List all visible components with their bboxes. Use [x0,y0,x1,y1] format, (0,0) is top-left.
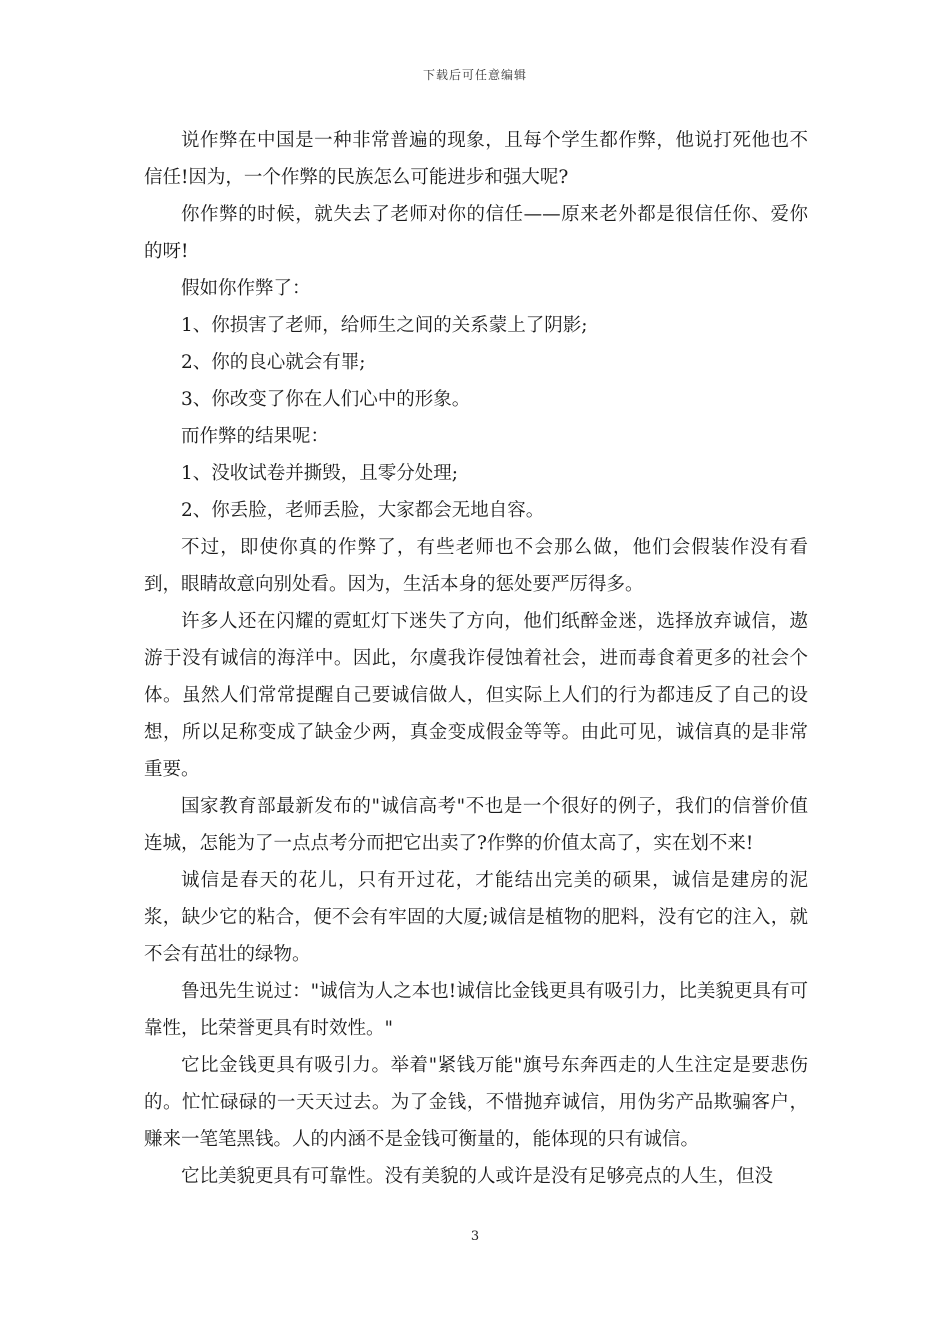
list-item: 1、没收试卷并撕毁，且零分处理; [181,463,459,484]
paragraph: 不过，即使你真的作弊了，有些老师也不会那么做，他们会假装作没有看到，眼睛故意向别处看。因为，生活本身的惩处要严厉得多。 [144,537,808,595]
list-item: 3、你改变了你在人们心中的形象。 [181,389,471,410]
list-item: 1、你损害了老师，给师生之间的关系蒙上了阴影; [181,315,588,336]
paragraph: 而作弊的结果呢： [181,426,330,447]
paragraph: 国家教育部最新发布的"诚信高考"不也是一个很好的例子，我们的信誉价值连城，怎能为了一点点考分而把它出卖了?作弊的价值太高了，实在划不来! [144,796,808,854]
paragraph: 你作弊的时候，就失去了老师对你的信任——原来老外都是很信任你、爱你的呀! [144,204,808,262]
page-header: 下载后可任意编辑 [422,68,527,82]
paragraph: 说作弊在中国是一种非常普遍的现象，且每个学生都作弊，他说打死他也不信任!因为，一个作弊的民族怎么可能进步和强大呢? [144,130,808,188]
list-item: 2、你的良心就会有罪; [181,352,366,373]
paragraph: 它比美貌更具有可靠性。没有美貌的人或许是没有足够亮点的人生，但没 [181,1166,774,1187]
document-body [144,122,808,1195]
paragraph: 假如你作弊了： [181,278,311,299]
paragraph: 它比金钱更具有吸引力。举着"紧钱万能"旗号东奔西走的人生注定是要悲伤的。忙忙碌碌的一天天过去。为了金钱，不惜抛弃诚信，用伪劣产品欺骗客户，赚来一笔笔黑钱。人的内涵不是金钱可衡量的，能体现的只有诚信。 [144,1055,808,1150]
paragraph: 鲁迅先生说过："诚信为人之本也!诚信比金钱更具有吸引力，比美貌更具有可靠性，比荣誉更具有时效性。" [144,981,808,1039]
paragraph: 诚信是春天的花儿，只有开过花，才能结出完美的硕果，诚信是建房的泥浆，缺少它的粘合，便不会有牢固的大厦;诚信是植物的肥料，没有它的注入，就不会有茁壮的绿物。 [144,870,808,965]
paragraph: 许多人还在闪耀的霓虹灯下迷失了方向，他们纸醉金迷，选择放弃诚信，遨游于没有诚信的海洋中。因此，尔虞我诈侵蚀着社会，进而毒食着更多的社会个体。虽然人们常常提醒自己要诚信做人，但实际上人们的行为都违反了自己的设想，所以足称变成了缺金少两，真金变成假金等等。由此可见，诚信真的是非常重要。 [144,611,808,780]
page-number: 3 [470,1229,480,1244]
list-item: 2、你丢脸，老师丢脸，大家都会无地自容。 [181,500,545,521]
